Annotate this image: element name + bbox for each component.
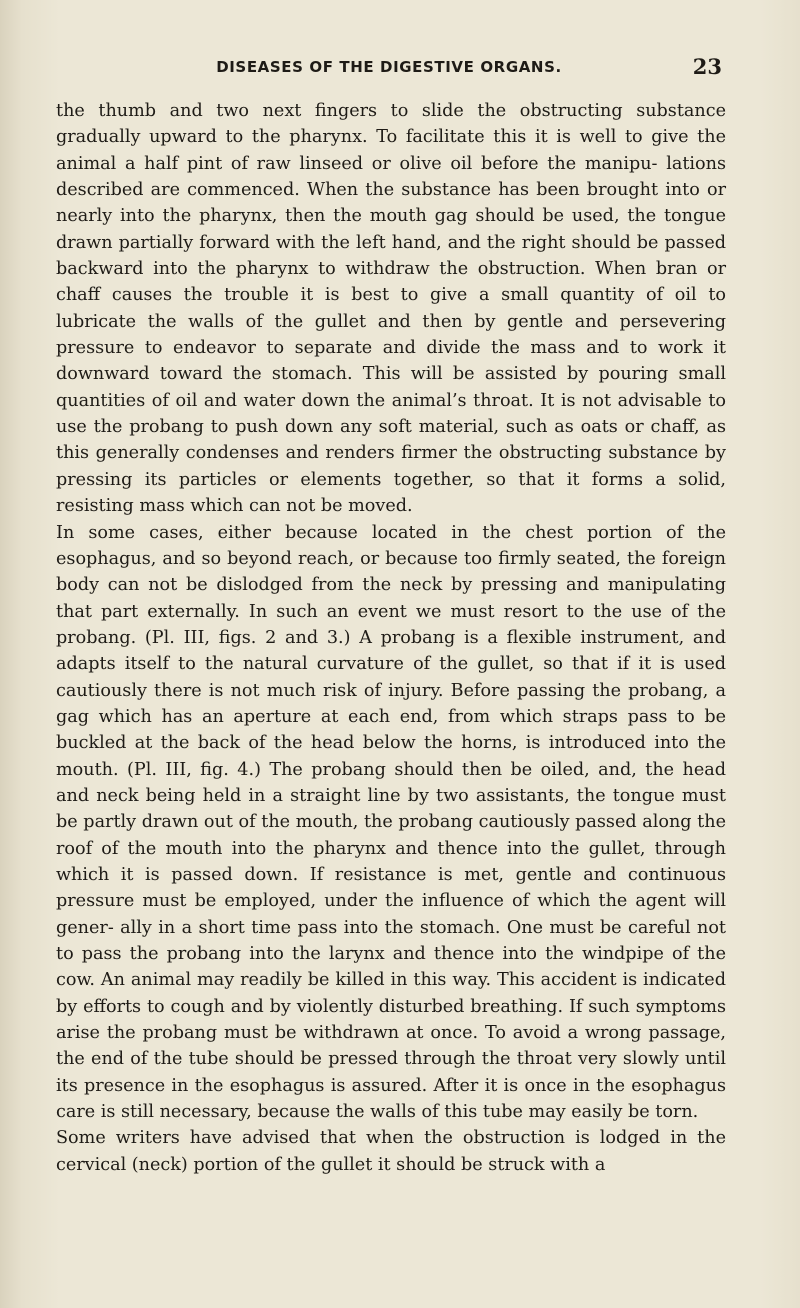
running-head: DISEASES OF THE DIGESTIVE ORGANS. [216,58,562,76]
page-number: 23 [692,54,722,79]
paragraph-probang: In some cases, either because located in the chest portion of the esophagus, and so beyond reach, or because too firmly seated, the foreign body can not be dislodged from the neck by pressing and manipulating that part externally. In such an event we must resort to the use of the probang. (Pl. III, figs. 2 and 3.) A probang is a flexible instrument, and adapts itself to the natural curvature of the gullet, so that if it is used cautiously there is not much risk of injury. Before passing the probang, a gag which has an aperture at each end, from which straps pass to be buckled at the back of the head below the horns, is introduced into the mouth. (Pl. III, fig. 4.) The probang should then be oiled, and, the head and neck being held in a straight line by two assistants, the tongue must be partly drawn out of the mouth, the probang cautiously passed along the roof of the mouth into the pharynx and thence into the gullet, through which it is passed down. If resistance is met, gentle and continuous pressure must be employed, under the influence of which the agent will gener- ally in a short time pass into the stomach. One must be careful not to pass the probang into the larynx and thence into the windpipe of the cow. An animal may readily be killed in this way. This accident is indicated by efforts to cough and by violently disturbed breathing. If such symptoms arise the probang must be withdrawn at once. To avoid a wrong passage, the end of the tube should be pressed through the throat very slowly until its presence in the esophagus is assured. After it is once in the esophagus care is still necessary, because the walls of this tube may easily be torn. [56,522,726,1123]
paragraph-cervical: Some writers have advised that when the obstruction is lodged in the cervical (neck) portion of the gullet it should be struck with a [56,1128,726,1175]
body-text [56,98,726,1178]
page-header [56,52,722,82]
paragraph-continued: the thumb and two next fingers to slide the obstructing substance gradually upward to the pharynx. To facilitate this it is well to give the animal a half pint of raw linseed or olive oil before the manipu- lations described are commenced. When the substance has been brought into or nearly into the pharynx, then the mouth gag should be used, the tongue drawn partially forward with the left hand, and the right should be passed backward into the pharynx to withdraw the obstruction. When bran or chaff causes the trouble it is best to give a small quantity of oil to lubricate the walls of the gullet and then by gentle and persevering pressure to endeavor to separate and divide the mass and to work it downward toward the stomach. This will be assisted by pouring small quantities of oil and water down the animal’s throat. It is not advisable to use the probang to push down any soft material, such as oats or chaff, as this generally condenses and renders firmer the obstructing substance by pressing its particles or elements together, so that it forms a solid, resisting mass which can not be moved. [56,101,726,517]
